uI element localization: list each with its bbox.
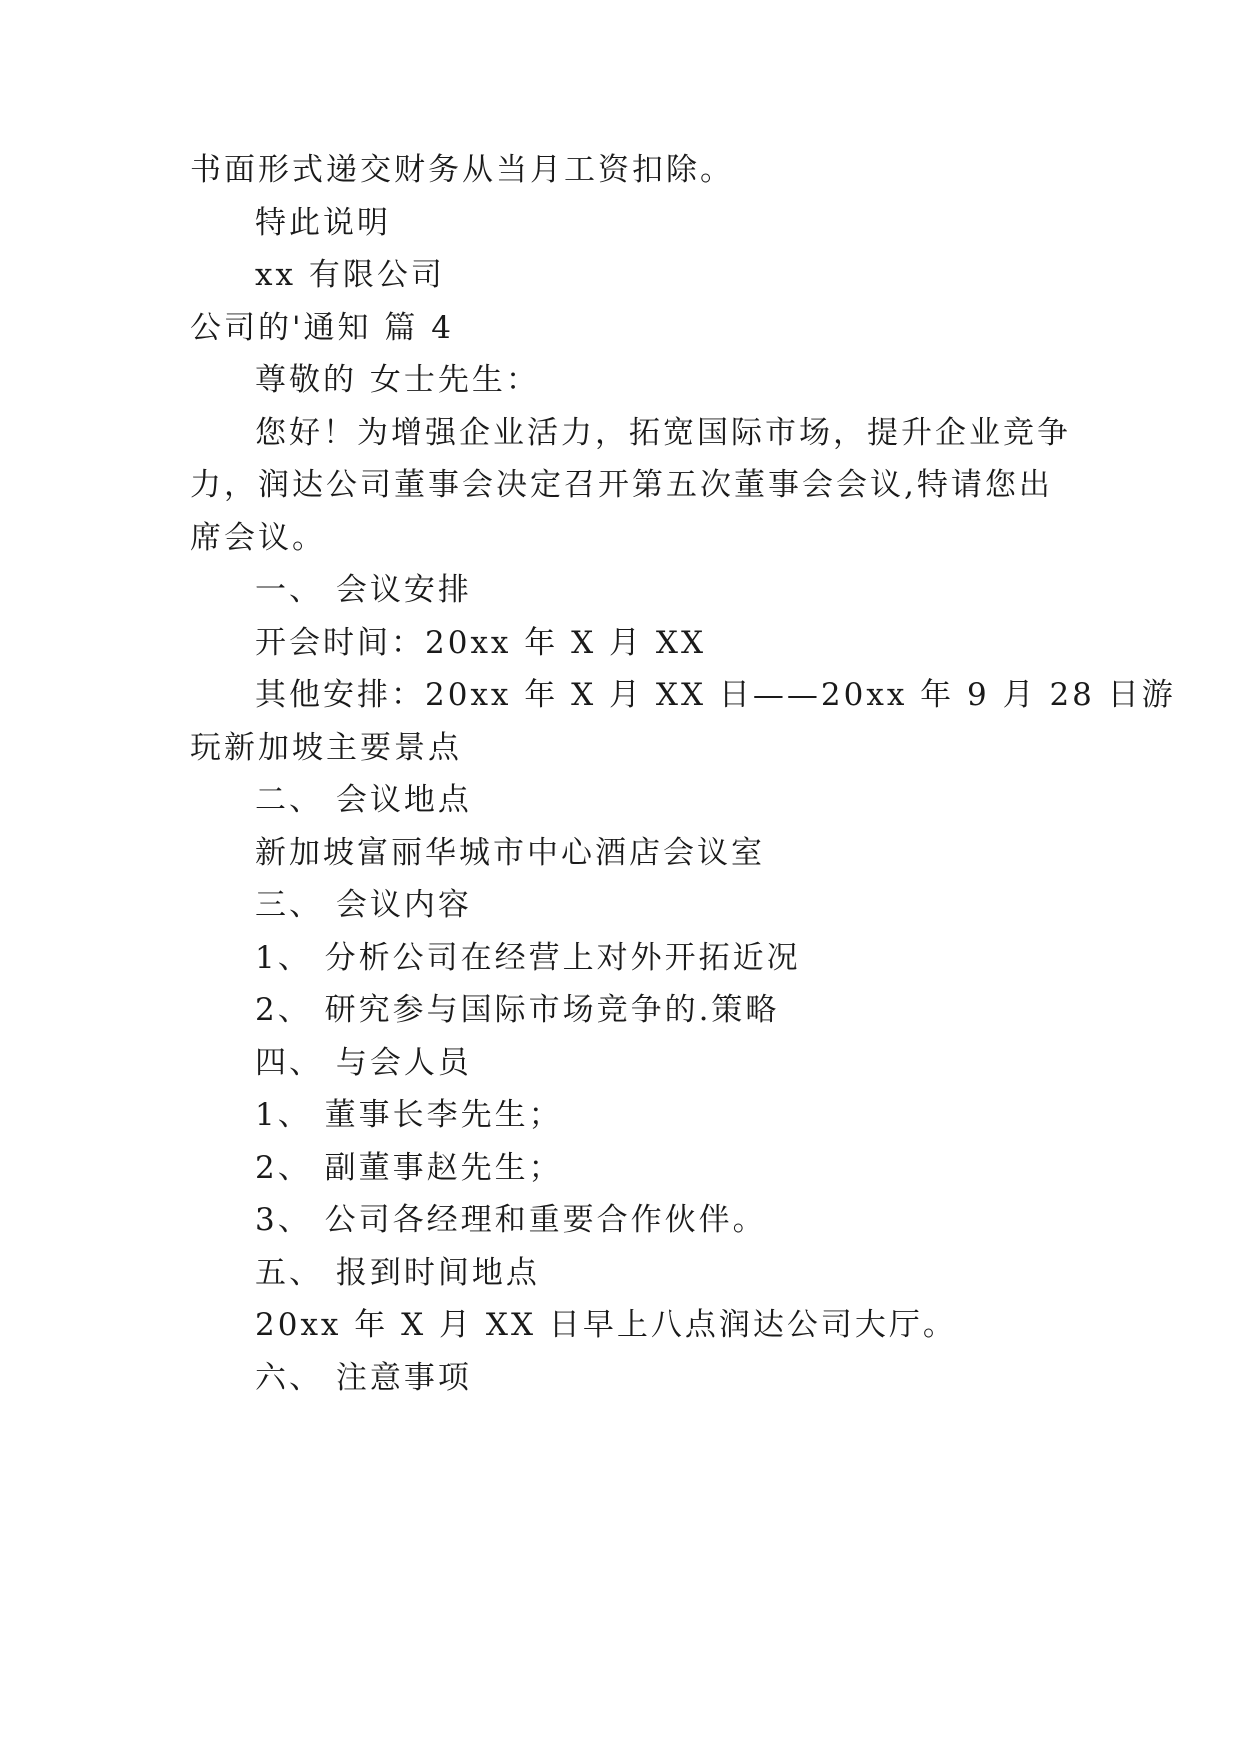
text-line-company-signature: xx 有限公司 [255,257,445,293]
section-heading: 公司的'通知 篇 4 [190,310,454,346]
text-line-attendee-1: 1、 董事长李先生； [255,1097,563,1133]
text-line-hereby-note: 特此说明 [255,205,391,241]
text-line-body-2: 力，润达公司董事会决定召开第五次董事会会议,特请您出 [190,467,1053,503]
text-line-item-3-heading: 三、 会议内容 [255,887,472,923]
text-line-content-1: 1、 分析公司在经营上对外开拓近况 [255,940,801,976]
text-line-meeting-time: 开会时间：20xx 年 X 月 XX [255,625,707,661]
text-line-body-3: 席会议。 [190,520,326,556]
text-line-content-2: 2、 研究参与国际市场竞争的.策略 [255,992,780,1028]
text-line-item-1-heading: 一、 会议安排 [255,572,472,608]
text-line-body-1: 您好！为增强企业活力，拓宽国际市场，提升企业竞争 [255,415,1071,451]
text-line-item-4-heading: 四、 与会人员 [255,1045,472,1081]
text-line-item-2-heading: 二、 会议地点 [255,782,472,818]
text-line-item-5-heading: 五、 报到时间地点 [255,1255,540,1291]
text-line-deduction: 书面形式递交财务从当月工资扣除。 [190,152,734,188]
text-line-other-arrangement: 其他安排：20xx 年 X 月 XX 日——20xx 年 9 月 28 日游 [255,677,1176,713]
text-line-salutation: 尊敬的 女士先生： [255,362,540,398]
text-line-checkin: 20xx 年 X 月 XX 日早上八点润达公司大厅。 [255,1307,957,1343]
text-line-other-arrangement-cont: 玩新加坡主要景点 [190,730,462,766]
text-line-attendee-3: 3、 公司各经理和重要合作伙伴。 [255,1202,767,1238]
text-line-venue: 新加坡富丽华城市中心酒店会议室 [255,835,765,871]
text-line-item-6-heading: 六、 注意事项 [255,1360,472,1396]
text-line-attendee-2: 2、 副董事赵先生； [255,1150,563,1186]
